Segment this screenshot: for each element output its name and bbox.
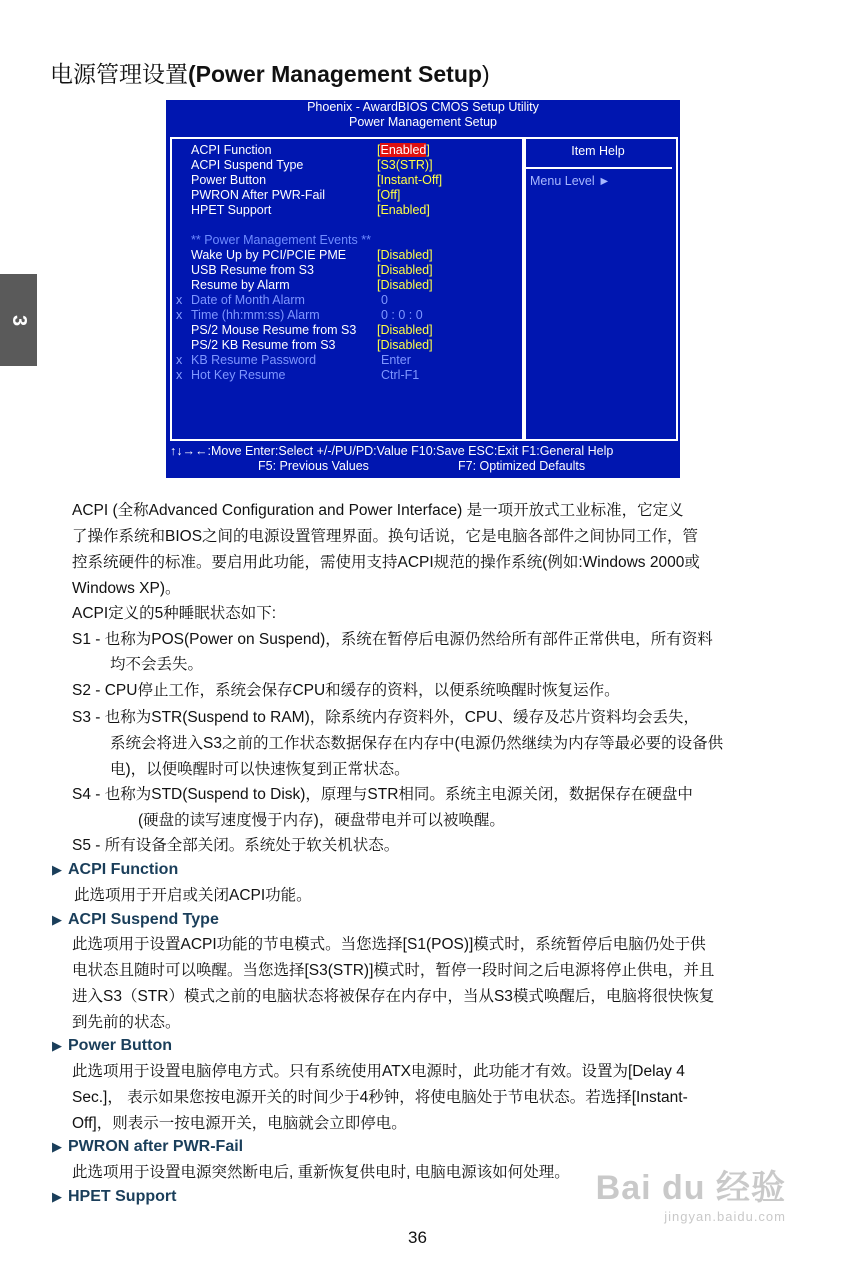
bios-setting-label: ACPI Suspend Type — [191, 158, 304, 172]
bios-footer — [170, 444, 676, 474]
bios-setting-value[interactable]: [Disabled] — [377, 278, 433, 292]
heading-text: PWRON after PWR-Fail — [68, 1138, 244, 1155]
page-title — [50, 56, 490, 89]
bios-setting-value[interactable]: 0 : 0 : 0 — [381, 308, 423, 322]
bios-footer-line-2 — [170, 459, 676, 474]
bios-setting-row[interactable] — [176, 323, 433, 338]
bios-setting-value[interactable]: [Disabled] — [377, 323, 433, 337]
bios-setting-value[interactable]: Ctrl-F1 — [381, 368, 420, 382]
bios-setting-label: PS/2 Mouse Resume from S3 — [191, 323, 357, 337]
watermark-url: jingyan.baidu.com — [664, 1209, 786, 1224]
bios-setting-value[interactable]: [Disabled] — [377, 263, 433, 277]
bios-footer-line-1: ↑↓→←:Move Enter:Select +/-/PU/PD:Value F10:Save ESC:Exit F1:General Help — [170, 444, 614, 458]
para-s2: S2 - CPU停止工作，系统会保存CPU和缓存的资料，以便系统唤醒时恢复运作。 — [72, 682, 620, 699]
bios-header-2: Power Management Setup — [348, 115, 497, 129]
heading-acpi-suspend-type — [52, 908, 219, 932]
bios-screen — [166, 100, 680, 478]
para-s1-b: 均不会丢失。 — [110, 656, 204, 673]
desc-power-3: Off]，则表示一按电源开关，电脑就会立即停电。 — [72, 1115, 407, 1132]
bios-setting-label: Time (hh:mm:ss) Alarm — [191, 308, 320, 322]
bios-setting-row[interactable] — [176, 338, 433, 353]
bios-setting-label: Power Button — [191, 173, 267, 187]
triangle-icon: ▶ — [52, 1139, 62, 1154]
title-close: ) — [481, 61, 490, 87]
bios-setting-row — [176, 233, 371, 248]
disabled-mark: x — [176, 308, 183, 322]
chapter-number: 3 — [8, 314, 30, 326]
bios-setting-row[interactable] — [176, 173, 442, 188]
bios-setting-value[interactable]: [Instant-Off] — [377, 173, 443, 187]
para-acpi-1: ACPI (全称Advanced Configuration and Power Interface) 是一项开放式工业标准，它定义 — [72, 502, 684, 519]
bios-setting-row[interactable] — [176, 278, 433, 293]
bios-setting-value[interactable]: 0 — [381, 293, 388, 307]
para-s1-a: S1 - 也称为POS(Power on Suspend)，系统在暂停后电源仍然给所有部件正常供电，所有资料 — [72, 631, 713, 648]
selected-value-highlight[interactable]: Enabled — [380, 143, 427, 157]
item-help-title: Item Help — [524, 139, 672, 169]
bios-setting-row[interactable] — [176, 188, 400, 203]
bios-setting-label: PWRON After PWR-Fail — [191, 188, 326, 202]
para-s4-b: (硬盘的读写速度慢于内存)，硬盘带电并可以被唤醒。 — [138, 812, 505, 829]
menu-level: Menu Level ► — [530, 174, 611, 188]
bios-setting-value[interactable]: [Enabled] — [377, 203, 430, 217]
bios-setting-label: Date of Month Alarm — [191, 293, 305, 307]
heading-text: ACPI Function — [68, 861, 179, 878]
bios-setting-label: ACPI Function — [191, 143, 272, 157]
heading-power-button — [52, 1034, 172, 1058]
bios-setting-value[interactable]: [Disabled] — [377, 338, 433, 352]
triangle-icon: ▶ — [52, 1189, 62, 1204]
bios-setting-label: KB Resume Password — [191, 353, 317, 367]
bios-setting-value[interactable]: [Disabled] — [377, 248, 433, 262]
para-s3-c: 电)，以便唤醒时可以快速恢复到正常状态。 — [110, 761, 410, 778]
bios-setting-row[interactable] — [176, 158, 433, 173]
disabled-mark: x — [176, 293, 183, 307]
desc-power-2: Sec.]， 表示如果您按电源开关的时间少于4秒钟，将使电脑处于节电状态。若选择[Instant- — [72, 1089, 688, 1106]
footer-f5: F5: Previous Values — [258, 459, 369, 473]
para-s3-b: 系统会将进入S3之前的工作状态数据保存在内存中(电源仍然继续为内存等最必要的设备供 — [110, 735, 724, 752]
bios-setting-row[interactable] — [176, 293, 388, 308]
bios-setting-value[interactable]: Enter — [381, 353, 411, 367]
bios-setting-value[interactable]: [S3(STR)] — [377, 158, 433, 172]
bios-setting-label: HPET Support — [191, 203, 272, 217]
footer-f7: F7: Optimized Defaults — [458, 459, 586, 473]
heading-text: HPET Support — [68, 1188, 177, 1205]
desc-suspend-1: 此选项用于设置ACPI功能的节电模式。当您选择[S1(POS)]模式时，系统暂停后电脑仍处于供 — [72, 936, 706, 953]
desc-suspend-3: 进入S3（STR）模式之前的电脑状态将被保存在内存中，当从S3模式唤醒后，电脑将很快恢复 — [72, 988, 715, 1005]
bios-setting-row[interactable] — [176, 353, 411, 368]
desc-pwron: 此选项用于设置电源突然断电后, 重新恢复供电时, 电脑电源该如何处理。 — [72, 1164, 570, 1181]
bios-setting-row[interactable] — [176, 368, 419, 383]
triangle-icon: ▶ — [52, 862, 62, 877]
para-acpi-3: 控系统硬件的标准。要启用此功能，需使用支持ACPI规范的操作系统(例如:Windows 2000或 — [72, 554, 700, 571]
para-s4-a: S4 - 也称为STD(Suspend to Disk)，原理与STR相同。系统主电源关闭，数据保存在硬盘中 — [72, 786, 693, 803]
bios-setting-value[interactable]: [Enabled] — [377, 143, 430, 157]
para-sleep-states: ACPI定义的5种睡眠状态如下: — [72, 605, 277, 622]
para-s5: S5 - 所有设备全部关闭。系统处于软关机状态。 — [72, 837, 400, 854]
bios-setting-row[interactable] — [176, 263, 433, 278]
disabled-mark: x — [176, 353, 183, 367]
triangle-icon: ▶ — [52, 912, 62, 927]
heading-acpi-function — [52, 858, 178, 882]
bios-setting-row[interactable] — [176, 308, 423, 323]
bios-setting-value[interactable]: [Off] — [377, 188, 401, 202]
desc-suspend-4: 到先前的状态。 — [72, 1014, 181, 1031]
bios-setting-row[interactable] — [176, 203, 430, 218]
para-acpi-4: Windows XP)。 — [72, 580, 181, 597]
triangle-icon: ▶ — [52, 1038, 62, 1053]
bios-setting-label: ** Power Management Events ** — [191, 233, 371, 247]
title-en: (Power Management Setup — [188, 61, 482, 87]
bios-setting-label: USB Resume from S3 — [191, 263, 314, 277]
heading-pwron — [52, 1135, 243, 1159]
disabled-mark: x — [176, 368, 183, 382]
title-cn: 电源管理设置 — [50, 61, 188, 87]
page-number: 36 — [408, 1228, 427, 1247]
heading-text: ACPI Suspend Type — [68, 911, 219, 928]
bios-setting-label: Wake Up by PCI/PCIE PME — [191, 248, 347, 262]
para-s3-a: S3 - 也称为STR(Suspend to RAM)，除系统内存资料外，CPU、缓存及芯片资料均会丢失， — [72, 709, 699, 726]
bios-setting-label: Hot Key Resume — [191, 368, 286, 382]
desc-power-1: 此选项用于设置电脑停电方式。只有系统使用ATX电源时，此功能才有效。设置为[Delay 4 — [72, 1063, 685, 1080]
desc-acpi-function: 此选项用于开启或关闭ACPI功能。 — [74, 887, 312, 904]
watermark-logo: Bai du 经验 — [595, 1169, 786, 1207]
bios-setting-label: Resume by Alarm — [191, 278, 290, 292]
watermark — [596, 1160, 786, 1224]
heading-hpet — [52, 1185, 176, 1209]
desc-suspend-2: 电状态且随时可以唤醒。当您选择[S3(STR)]模式时，暂停一段时间之后电源将停止供电，并且 — [72, 962, 715, 979]
para-acpi-2: 了操作系统和BIOS之间的电源设置管理界面。换句话说，它是电脑各部件之间协同工作，管 — [72, 528, 699, 545]
bios-setting-label: PS/2 KB Resume from S3 — [191, 338, 336, 352]
bios-setting-row[interactable] — [176, 248, 433, 263]
chapter-tab — [0, 274, 37, 366]
bios-header-1: Phoenix - AwardBIOS CMOS Setup Utility — [307, 100, 539, 114]
bios-setting-row[interactable] — [176, 143, 430, 158]
heading-text: Power Button — [68, 1037, 172, 1054]
